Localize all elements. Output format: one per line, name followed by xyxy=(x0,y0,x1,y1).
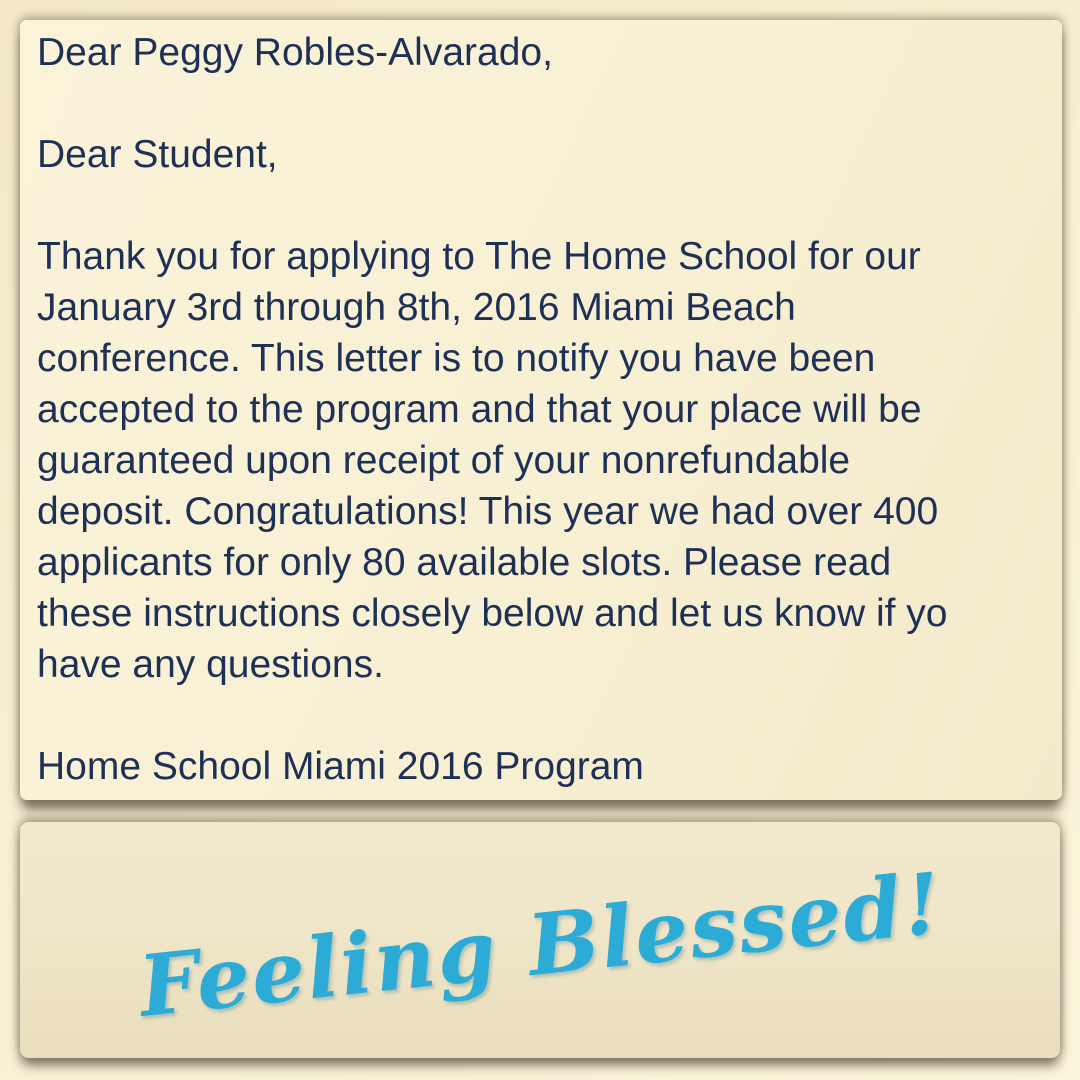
body-line: applicants for only 80 available slots. Please read xyxy=(37,541,892,584)
body-line: deposit. Congratulations! This year we had over 400 xyxy=(37,490,939,533)
recipient-line: Dear Peggy Robles-Alvarado, xyxy=(37,31,553,74)
body-line: conference. This letter is to notify you have been xyxy=(37,337,876,380)
blank-line xyxy=(37,78,1062,129)
caption-text: Feeling Blessed! xyxy=(134,852,947,1036)
body-line: January 3rd through 8th, 2016 Miami Beach xyxy=(37,286,796,329)
body-line: these instructions closely below and let us know if yo xyxy=(37,592,948,635)
closing-line: Home School Miami 2016 Program xyxy=(37,745,644,788)
body-line: guaranteed upon receipt of your nonrefundable xyxy=(37,439,851,482)
body-line: Thank you for applying to The Home School for our xyxy=(37,235,921,278)
salutation-line: Dear Student, xyxy=(37,133,278,176)
blank-line xyxy=(37,180,1062,231)
blank-line xyxy=(37,690,1062,741)
body-line: have any questions. xyxy=(37,643,384,686)
letter-card xyxy=(20,20,1062,800)
body-line: accepted to the program and that your place will be xyxy=(37,388,922,431)
caption-card xyxy=(20,822,1060,1058)
